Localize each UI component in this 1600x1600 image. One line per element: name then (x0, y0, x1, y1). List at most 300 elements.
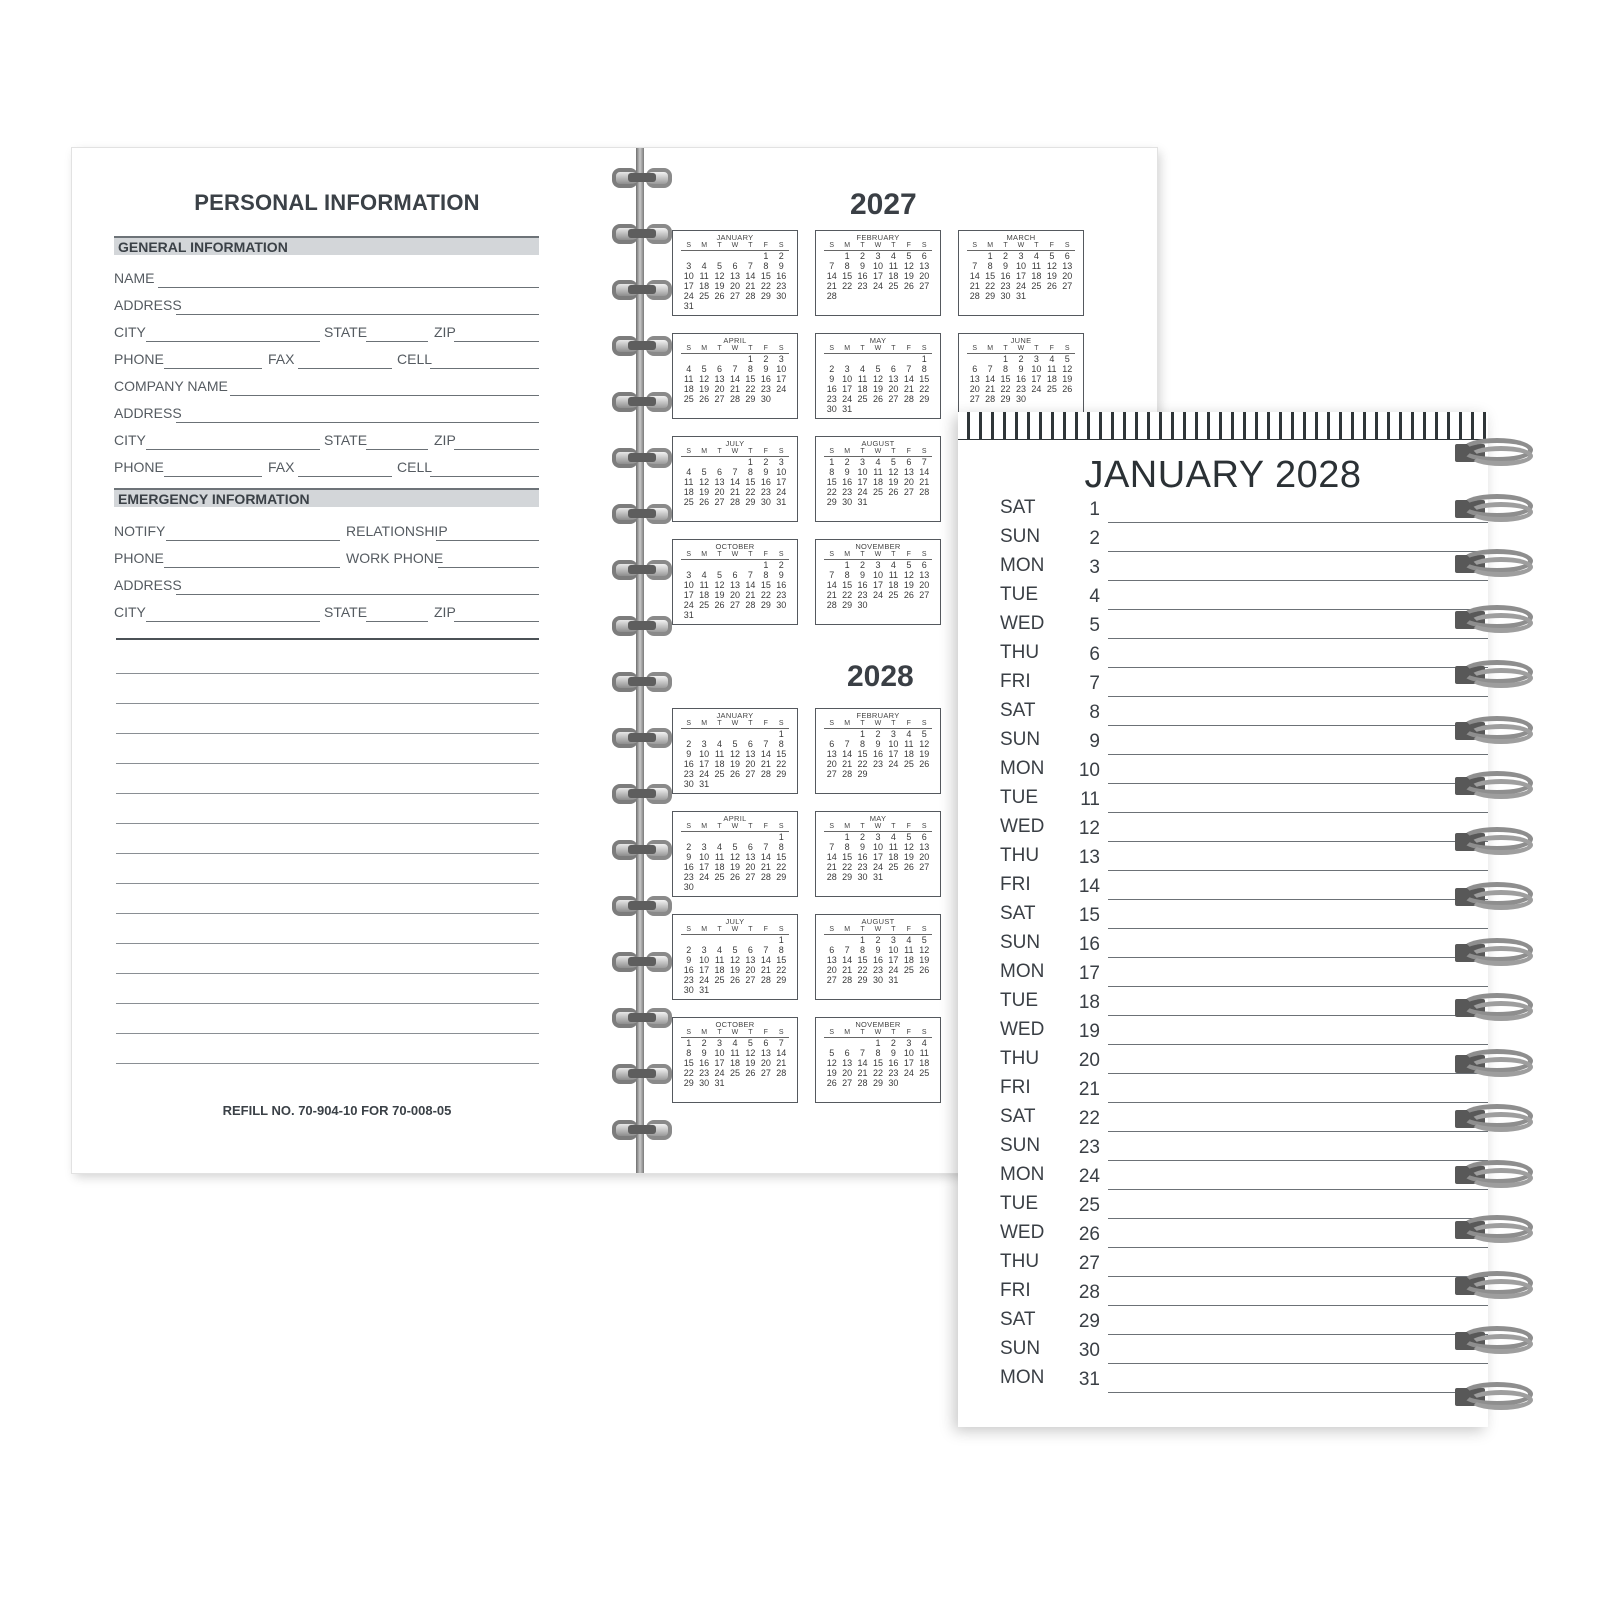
day-number: 18 (714, 965, 725, 975)
day-number (727, 832, 742, 842)
day-number: 14 (745, 271, 756, 281)
weekday-header (824, 242, 932, 251)
mini-month-calendar (672, 539, 798, 625)
day-row[interactable] (958, 842, 1488, 871)
month-name: JULY (725, 439, 745, 448)
day-number: 7 (732, 364, 738, 374)
day-number: 19 (903, 271, 914, 281)
weekday-letter: T (717, 242, 722, 249)
day-row[interactable] (958, 639, 1488, 668)
day-number: 10 (872, 842, 883, 852)
day-number: 25 (729, 1068, 740, 1078)
day-number: 22 (872, 1068, 883, 1078)
day-number (901, 975, 916, 985)
address-field[interactable] (114, 297, 539, 317)
day-number: 23 (857, 281, 868, 291)
day-number: 22 (776, 965, 787, 975)
weekday-label: FRI (1000, 874, 1031, 895)
name-field[interactable] (114, 270, 539, 290)
day-number: 16 (826, 384, 837, 394)
day-row[interactable] (958, 523, 1488, 552)
day-number: 24 (888, 759, 899, 769)
note-line[interactable] (116, 853, 539, 854)
day-number: 25 (1046, 384, 1057, 394)
day-row[interactable] (958, 755, 1488, 784)
week-row (681, 487, 789, 497)
weekday-letter: W (731, 720, 739, 727)
day-number: 3 (701, 739, 707, 749)
day-number: 14 (985, 374, 996, 384)
day-number: 8 (763, 261, 769, 271)
day-number: 19 (714, 281, 725, 291)
weekday-label: THU (1000, 1251, 1040, 1272)
day-number: 4 (717, 945, 723, 955)
day-number (743, 985, 758, 995)
week-row (681, 1038, 789, 1048)
day-number: 28 (760, 872, 771, 882)
day-number: 1 (747, 354, 753, 364)
day-number: 11 (714, 749, 725, 759)
day-number: 20 (729, 590, 740, 600)
day-number: 31 (888, 975, 899, 985)
company-city-state-zip-row[interactable] (114, 432, 539, 452)
month-name: MAY (869, 814, 887, 823)
spiral-ring (1455, 1158, 1535, 1188)
city-state-zip-row[interactable] (114, 324, 539, 344)
week-row (681, 862, 789, 872)
day-number: 27 (714, 394, 725, 404)
day-number (727, 354, 742, 364)
day-row[interactable] (958, 610, 1488, 639)
day-number (855, 291, 870, 301)
weekday-letter: F (906, 448, 911, 455)
day-number: 26 (903, 862, 914, 872)
emergency-address-field[interactable] (114, 577, 539, 597)
weekday-letter: T (860, 1029, 865, 1036)
day-number: 7 (778, 1038, 784, 1048)
spiral-ring (1455, 547, 1535, 577)
week-row (824, 394, 932, 404)
day-number: 8 (921, 364, 927, 374)
day-number (758, 729, 773, 739)
day-row[interactable] (958, 1364, 1488, 1393)
day-number: 12 (903, 842, 914, 852)
day-number: 21 (969, 281, 980, 291)
day-number: 8 (778, 945, 784, 955)
weekday-letter: T (748, 720, 753, 727)
day-number: 9 (778, 570, 784, 580)
day-number: 5 (732, 945, 738, 955)
weekday-letter: T (891, 345, 896, 352)
day-number (917, 600, 932, 610)
day-number: 21 (760, 759, 771, 769)
day-row[interactable] (958, 1248, 1488, 1277)
day-number: 12 (903, 261, 914, 271)
day-number: 30 (842, 497, 853, 507)
day-row[interactable] (958, 1074, 1488, 1103)
fax-label: FAX (268, 351, 295, 367)
note-line[interactable] (116, 943, 539, 944)
day-number: 18 (1031, 271, 1042, 281)
day-number: 13 (745, 852, 756, 862)
day-number: 25 (683, 497, 694, 507)
day-number: 27 (745, 872, 756, 882)
week-row (824, 384, 932, 394)
day-number: 27 (826, 769, 837, 779)
day-row[interactable] (958, 1016, 1488, 1045)
day-number: 16 (683, 965, 694, 975)
note-line[interactable] (116, 793, 539, 794)
day-row[interactable] (958, 494, 1488, 523)
note-line[interactable] (116, 703, 539, 704)
day-number: 14 (745, 580, 756, 590)
day-row[interactable] (958, 1306, 1488, 1335)
day-number (758, 832, 773, 842)
day-number: 7 (763, 739, 769, 749)
company-address-field[interactable] (114, 405, 539, 425)
refill-number: REFILL NO. 70-904-10 FOR 70-008-05 (222, 1103, 452, 1118)
day-number (727, 882, 742, 892)
zip-label: ZIP (434, 432, 456, 448)
day-number: 16 (699, 1058, 710, 1068)
day-number (727, 729, 742, 739)
day-number: 4 (686, 364, 692, 374)
weekday-letter: T (748, 926, 753, 933)
day-row[interactable] (958, 1103, 1488, 1132)
day-number: 9 (875, 945, 881, 955)
day-number: 6 (1089, 644, 1100, 665)
day-number (712, 882, 727, 892)
day-number: 12 (919, 945, 930, 955)
note-line[interactable] (116, 763, 539, 764)
weekday-letter: T (748, 242, 753, 249)
day-number (758, 610, 773, 620)
day-number: 14 (857, 1058, 868, 1068)
day-row[interactable] (958, 1045, 1488, 1074)
note-line[interactable] (116, 973, 539, 974)
day-number: 4 (1089, 586, 1100, 607)
week-row (681, 945, 789, 955)
note-line[interactable] (116, 1003, 539, 1004)
cell-label: CELL (397, 351, 433, 367)
day-number (712, 251, 727, 261)
weekday-letter: M (701, 823, 708, 830)
day-number (758, 985, 773, 995)
day-number: 1 (686, 1038, 692, 1048)
day-row[interactable] (958, 1190, 1488, 1219)
day-number: 27 (714, 497, 725, 507)
day-number: 8 (860, 739, 866, 749)
day-number: 28 (1078, 1282, 1100, 1303)
day-number: 19 (699, 384, 710, 394)
day-number: 6 (906, 457, 912, 467)
day-number: 30 (760, 394, 771, 404)
day-number: 5 (732, 739, 738, 749)
day-number: 21 (826, 862, 837, 872)
day-number (917, 497, 932, 507)
week-row (967, 281, 1075, 291)
day-number: 17 (714, 1058, 725, 1068)
day-number: 21 (745, 281, 756, 291)
day-number: 6 (921, 251, 927, 261)
day-number: 8 (747, 364, 753, 374)
day-row[interactable] (958, 900, 1488, 929)
weekday-letter: S (778, 345, 784, 352)
day-number (886, 291, 901, 301)
week-row (824, 935, 932, 945)
day-number: 13 (888, 374, 899, 384)
phone-work-phone-row[interactable] (114, 550, 539, 570)
day-number: 26 (903, 590, 914, 600)
day-number: 31 (842, 404, 853, 414)
day-number: 14 (826, 580, 837, 590)
day-number: 26 (699, 394, 710, 404)
day-number: 9 (686, 955, 692, 965)
weekday-letter: W (874, 823, 882, 830)
week-row (967, 251, 1075, 261)
day-number (696, 251, 711, 261)
day-row[interactable] (958, 668, 1488, 697)
day-number: 13 (919, 570, 930, 580)
day-row[interactable] (958, 726, 1488, 755)
weekday-letter: F (763, 720, 768, 727)
note-line[interactable] (116, 1033, 539, 1034)
day-number (696, 457, 711, 467)
notify-relationship-row[interactable] (114, 523, 539, 543)
day-number: 18 (699, 281, 710, 291)
day-number: 18 (919, 1058, 930, 1068)
week-row (681, 291, 789, 301)
day-row[interactable] (958, 697, 1488, 726)
weekday-letter: S (686, 242, 692, 249)
day-number: 8 (1089, 702, 1100, 723)
weekday-letter: W (731, 1029, 739, 1036)
day-number: 5 (701, 364, 707, 374)
day-number: 25 (699, 600, 710, 610)
day-number: 6 (829, 739, 835, 749)
day-number: 8 (1003, 364, 1009, 374)
day-number: 12 (714, 271, 725, 281)
weekday-label: MON (1000, 758, 1045, 779)
phone-fax-cell-row[interactable] (114, 351, 539, 371)
day-number: 2 (778, 251, 784, 261)
emergency-city-state-zip-row[interactable] (114, 604, 539, 624)
day-number: 17 (776, 374, 787, 384)
day-number: 20 (745, 965, 756, 975)
day-number: 23 (872, 759, 883, 769)
weekday-letter: F (906, 242, 911, 249)
day-number: 24 (683, 600, 694, 610)
day-number: 13 (1078, 847, 1100, 868)
day-row[interactable] (958, 1161, 1488, 1190)
day-number: 12 (826, 1058, 837, 1068)
day-number: 20 (714, 487, 725, 497)
weekday-header (681, 448, 789, 457)
weekday-letter: S (921, 926, 927, 933)
weekday-letter: F (763, 448, 768, 455)
day-number: 5 (921, 935, 927, 945)
day-number (824, 935, 839, 945)
day-number: 26 (1046, 281, 1057, 291)
day-number (696, 729, 711, 739)
note-line[interactable] (116, 883, 539, 884)
day-number: 28 (903, 394, 914, 404)
note-line[interactable] (116, 1063, 539, 1064)
day-number (774, 1078, 789, 1088)
day-number: 1 (860, 729, 866, 739)
day-row[interactable] (958, 987, 1488, 1016)
day-number: 2 (701, 1038, 707, 1048)
day-number: 3 (890, 729, 896, 739)
day-number: 22 (745, 384, 756, 394)
mini-month-calendar (672, 708, 798, 794)
spiral-binding (612, 148, 672, 1173)
spiral-ring (612, 948, 672, 974)
day-number (743, 832, 758, 842)
note-line[interactable] (116, 913, 539, 914)
day-number: 18 (888, 852, 899, 862)
weekday-letter: M (701, 448, 708, 455)
day-row[interactable] (958, 813, 1488, 842)
company-phone-fax-cell-row[interactable] (114, 459, 539, 479)
day-number: 24 (872, 281, 883, 291)
day-number: 22 (842, 862, 853, 872)
day-row[interactable] (958, 958, 1488, 987)
month-name: OCTOBER (715, 1020, 755, 1029)
day-number: 26 (919, 759, 930, 769)
day-number: 27 (919, 590, 930, 600)
day-number: 16 (683, 862, 694, 872)
day-number: 26 (826, 1078, 837, 1088)
spiral-ring (1455, 436, 1535, 466)
day-number: 22 (985, 281, 996, 291)
day-number: 30 (683, 882, 694, 892)
day-number: 13 (842, 1058, 853, 1068)
weekday-header (681, 551, 789, 560)
weekday-letter: F (906, 720, 911, 727)
day-number: 9 (860, 261, 866, 271)
day-number: 2 (860, 560, 866, 570)
day-number: 20 (969, 384, 980, 394)
weekday-letter: F (1049, 345, 1054, 352)
day-number: 13 (745, 749, 756, 759)
weekday-letter: S (921, 551, 927, 558)
day-number: 11 (888, 261, 899, 271)
day-number (886, 600, 901, 610)
day-number: 29 (985, 291, 996, 301)
week-row (681, 374, 789, 384)
day-number (743, 251, 758, 261)
day-number: 23 (1015, 384, 1026, 394)
day-number: 31 (699, 985, 710, 995)
day-number: 3 (906, 1038, 912, 1048)
day-row[interactable] (958, 1132, 1488, 1161)
weekday-letter: W (874, 448, 882, 455)
day-number: 4 (1033, 251, 1039, 261)
day-number: 20 (1062, 271, 1073, 281)
day-number: 3 (778, 457, 784, 467)
spiral-ring (612, 1060, 672, 1086)
day-number: 12 (1046, 261, 1057, 271)
day-number: 17 (872, 580, 883, 590)
weekday-label: WED (1000, 816, 1045, 837)
week-row (824, 560, 932, 570)
day-number: 5 (717, 570, 723, 580)
day-row[interactable] (958, 929, 1488, 958)
day-number: 16 (857, 271, 868, 281)
day-number: 16 (857, 852, 868, 862)
day-number: 9 (1089, 731, 1100, 752)
day-row[interactable] (958, 581, 1488, 610)
day-number: 9 (844, 467, 850, 477)
note-line[interactable] (116, 673, 539, 674)
week-row (824, 580, 932, 590)
day-row[interactable] (958, 1335, 1488, 1364)
day-number: 13 (826, 749, 837, 759)
week-row (824, 852, 932, 862)
note-line[interactable] (116, 823, 539, 824)
day-number: 15 (745, 477, 756, 487)
day-number: 31 (1015, 291, 1026, 301)
weekday-letter: S (778, 823, 784, 830)
day-number: 25 (1078, 1195, 1100, 1216)
day-number: 29 (857, 975, 868, 985)
week-row (824, 965, 932, 975)
day-number: 12 (729, 955, 740, 965)
weekday-label: SUN (1000, 729, 1041, 750)
day-number: 19 (903, 852, 914, 862)
day-number: 15 (745, 374, 756, 384)
day-number (743, 610, 758, 620)
day-number: 6 (921, 560, 927, 570)
day-number: 6 (890, 364, 896, 374)
day-number: 5 (875, 364, 881, 374)
day-row[interactable] (958, 871, 1488, 900)
day-row[interactable] (958, 552, 1488, 581)
day-number (681, 457, 696, 467)
weekday-letter: M (701, 720, 708, 727)
day-number: 25 (683, 394, 694, 404)
weekday-label: THU (1000, 845, 1040, 866)
day-number: 15 (826, 477, 837, 487)
week-row (824, 374, 932, 384)
weekday-label: THU (1000, 642, 1040, 663)
day-row[interactable] (958, 1277, 1488, 1306)
day-number: 14 (729, 374, 740, 384)
day-row[interactable] (958, 1219, 1488, 1248)
weekday-letter: W (874, 720, 882, 727)
day-number: 11 (684, 374, 694, 384)
day-number (712, 779, 727, 789)
day-number: 14 (842, 749, 853, 759)
day-number (774, 394, 789, 404)
spiral-ring (1455, 825, 1535, 855)
weekday-letter: T (891, 242, 896, 249)
company-name-field[interactable] (114, 378, 539, 398)
day-number: 2 (890, 1038, 896, 1048)
spiral-ring (612, 332, 672, 358)
day-row[interactable] (958, 784, 1488, 813)
weekday-label: MON (1000, 1164, 1045, 1185)
day-number: 13 (826, 955, 837, 965)
note-line[interactable] (116, 733, 539, 734)
day-entry-line[interactable] (1108, 1392, 1488, 1393)
day-number (870, 769, 885, 779)
day-number: 4 (875, 457, 881, 467)
day-number (758, 1078, 773, 1088)
emergency-information-header: EMERGENCY INFORMATION (114, 488, 539, 507)
day-number (886, 769, 901, 779)
